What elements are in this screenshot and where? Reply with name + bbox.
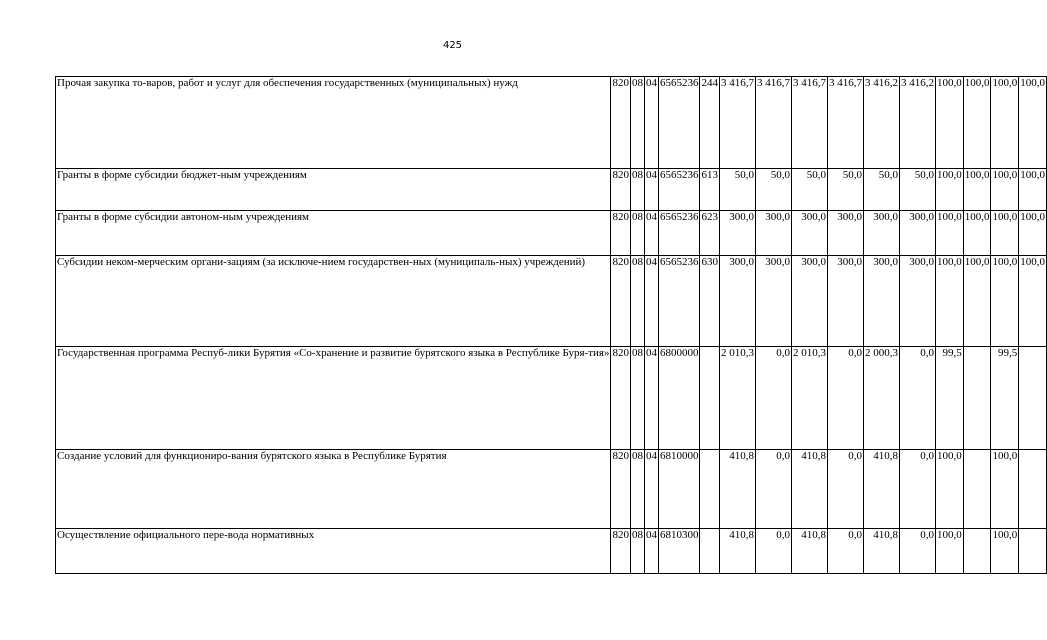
amount-cell: 2 010,3 — [719, 347, 755, 450]
target-article-code: 6565236 — [658, 169, 700, 211]
percent-cell — [963, 529, 991, 574]
percent-cell: 100,0 — [935, 169, 963, 211]
ministry-code: 820 — [611, 169, 631, 211]
percent-cell: 99,5 — [991, 347, 1019, 450]
percent-cell — [1019, 347, 1047, 450]
amount-cell: 300,0 — [719, 211, 755, 256]
amount-cell: 50,0 — [791, 169, 827, 211]
ministry-code: 820 — [611, 529, 631, 574]
subsection-code: 04 — [644, 347, 658, 450]
subsection-code: 04 — [644, 169, 658, 211]
table-row — [56, 347, 1047, 450]
amount-cell: 410,8 — [719, 450, 755, 529]
percent-cell: 100,0 — [991, 169, 1019, 211]
percent-cell: 100,0 — [1019, 77, 1047, 169]
section-code: 08 — [630, 169, 644, 211]
amount-cell: 300,0 — [863, 211, 899, 256]
amount-cell: 3 416,7 — [719, 77, 755, 169]
budget-item-name: Осуществление официального пере-вода нормативных — [56, 529, 611, 574]
budget-item-name: Гранты в форме субсидии бюджет-ным учреждениям — [56, 169, 611, 211]
amount-cell: 300,0 — [827, 256, 863, 347]
amount-cell: 50,0 — [719, 169, 755, 211]
amount-cell: 300,0 — [791, 256, 827, 347]
amount-cell: 300,0 — [755, 211, 791, 256]
expense-type-code: 613 — [700, 169, 720, 211]
budget-item-name: Прочая закупка то-варов, работ и услуг для обеспечения государственных (муниципальных) нужд — [56, 77, 611, 169]
amount-cell: 410,8 — [863, 529, 899, 574]
subsection-code: 04 — [644, 211, 658, 256]
expense-type-code: 630 — [700, 256, 720, 347]
amount-cell: 3 416,7 — [755, 77, 791, 169]
target-article-code: 6565236 — [658, 77, 700, 169]
percent-cell: 100,0 — [935, 77, 963, 169]
amount-cell: 0,0 — [899, 347, 935, 450]
percent-cell: 100,0 — [991, 77, 1019, 169]
percent-cell: 100,0 — [963, 77, 991, 169]
target-article-code: 6810000 — [658, 450, 700, 529]
amount-cell: 50,0 — [827, 169, 863, 211]
ministry-code: 820 — [611, 347, 631, 450]
table-row — [56, 169, 1047, 211]
percent-cell: 100,0 — [1019, 256, 1047, 347]
percent-cell: 100,0 — [963, 256, 991, 347]
percent-cell: 100,0 — [935, 211, 963, 256]
percent-cell: 100,0 — [963, 169, 991, 211]
amount-cell: 3 416,7 — [791, 77, 827, 169]
section-code: 08 — [630, 211, 644, 256]
ministry-code: 820 — [611, 450, 631, 529]
amount-cell: 410,8 — [863, 450, 899, 529]
percent-cell: 100,0 — [935, 529, 963, 574]
amount-cell: 300,0 — [719, 256, 755, 347]
amount-cell: 300,0 — [899, 256, 935, 347]
expense-type-code — [700, 347, 720, 450]
amount-cell: 300,0 — [827, 211, 863, 256]
percent-cell: 100,0 — [935, 450, 963, 529]
amount-cell: 0,0 — [755, 347, 791, 450]
amount-cell: 0,0 — [899, 529, 935, 574]
section-code: 08 — [630, 77, 644, 169]
ministry-code: 820 — [611, 211, 631, 256]
expense-type-code — [700, 529, 720, 574]
subsection-code: 04 — [644, 256, 658, 347]
amount-cell: 3 416,2 — [899, 77, 935, 169]
amount-cell: 410,8 — [791, 450, 827, 529]
amount-cell: 2 010,3 — [791, 347, 827, 450]
budget-item-name: Гранты в форме субсидии автоном-ным учреждениям — [56, 211, 611, 256]
percent-cell — [1019, 529, 1047, 574]
percent-cell: 100,0 — [963, 211, 991, 256]
amount-cell: 50,0 — [755, 169, 791, 211]
section-code: 08 — [630, 529, 644, 574]
amount-cell: 300,0 — [863, 256, 899, 347]
amount-cell: 410,8 — [791, 529, 827, 574]
amount-cell: 300,0 — [755, 256, 791, 347]
table-row — [56, 211, 1047, 256]
target-article-code: 6800000 — [658, 347, 700, 450]
percent-cell: 100,0 — [1019, 211, 1047, 256]
percent-cell: 100,0 — [991, 529, 1019, 574]
amount-cell: 2 000,3 — [863, 347, 899, 450]
amount-cell: 0,0 — [755, 450, 791, 529]
budget-item-name: Создание условий для функциониро-вания бурятского языка в Республике Бурятия — [56, 450, 611, 529]
percent-cell: 100,0 — [991, 450, 1019, 529]
amount-cell: 0,0 — [827, 529, 863, 574]
table-row — [56, 77, 1047, 169]
amount-cell: 0,0 — [827, 347, 863, 450]
expense-type-code: 244 — [700, 77, 720, 169]
target-article-code: 6810300 — [658, 529, 700, 574]
section-code: 08 — [630, 347, 644, 450]
amount-cell: 300,0 — [791, 211, 827, 256]
section-code: 08 — [630, 256, 644, 347]
budget-item-name: Субсидии неком-мерческим органи-зациям (за исключе-нием государствен-ных (муниципаль-ных) учреждений) — [56, 256, 611, 347]
amount-cell: 300,0 — [899, 211, 935, 256]
expense-type-code — [700, 450, 720, 529]
budget-table — [55, 76, 1047, 574]
amount-cell: 3 416,2 — [863, 77, 899, 169]
percent-cell — [1019, 450, 1047, 529]
percent-cell: 100,0 — [1019, 169, 1047, 211]
subsection-code: 04 — [644, 450, 658, 529]
amount-cell: 0,0 — [827, 450, 863, 529]
amount-cell: 3 416,7 — [827, 77, 863, 169]
amount-cell: 0,0 — [755, 529, 791, 574]
budget-item-name: Государственная программа Респуб-лики Бурятия «Со-хранение и развитие бурятского языка в Республике Буря-тия» — [56, 347, 611, 450]
ministry-code: 820 — [611, 256, 631, 347]
percent-cell: 99,5 — [935, 347, 963, 450]
page-number: 425 — [442, 40, 463, 51]
amount-cell: 0,0 — [899, 450, 935, 529]
amount-cell: 50,0 — [899, 169, 935, 211]
table-row — [56, 256, 1047, 347]
ministry-code: 820 — [611, 77, 631, 169]
section-code: 08 — [630, 450, 644, 529]
percent-cell: 100,0 — [991, 211, 1019, 256]
table-row — [56, 529, 1047, 574]
percent-cell: 100,0 — [991, 256, 1019, 347]
target-article-code: 6565236 — [658, 211, 700, 256]
amount-cell: 50,0 — [863, 169, 899, 211]
percent-cell — [963, 347, 991, 450]
expense-type-code: 623 — [700, 211, 720, 256]
percent-cell: 100,0 — [935, 256, 963, 347]
subsection-code: 04 — [644, 77, 658, 169]
subsection-code: 04 — [644, 529, 658, 574]
amount-cell: 410,8 — [719, 529, 755, 574]
percent-cell — [963, 450, 991, 529]
table-row — [56, 450, 1047, 529]
target-article-code: 6565236 — [658, 256, 700, 347]
